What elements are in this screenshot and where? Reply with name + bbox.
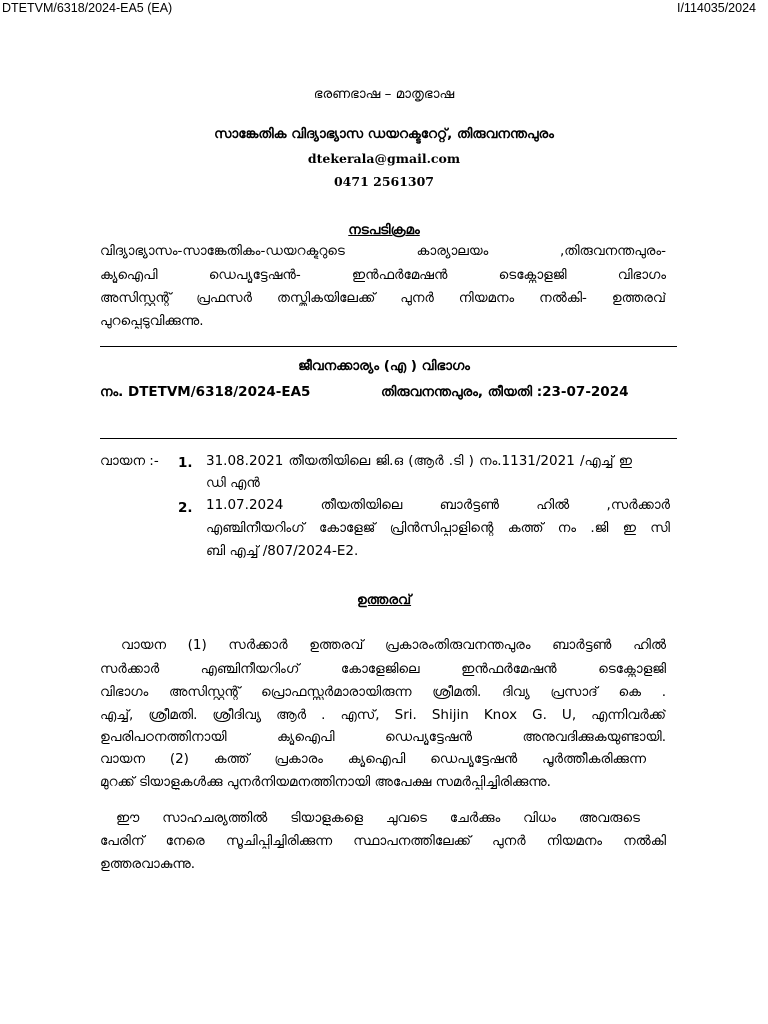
inward-number: I/114035/2024 bbox=[676, 1, 756, 15]
section-name: ജീവനക്കാര്യം (എ ) വിഭാഗം bbox=[298, 358, 470, 374]
references-label: വായന :- bbox=[100, 453, 159, 469]
motto: ഭരണഭാഷ – മാതൃഭാഷ bbox=[313, 86, 455, 102]
reference-number: 1. bbox=[178, 455, 193, 471]
office-phone: 0471 2561307 bbox=[333, 174, 435, 189]
order-paragraph-line: വായന (2) കത്ത് പ്രകാരം ക്യൂഐപി ഡെപ്യൂട്ടേഷൻ പൂർത്തീകരിക്കുന്ന bbox=[100, 751, 646, 767]
order-paragraph-line: വായന (1) സർക്കാർ ഉത്തരവ് പ്രകാരംതിരുവനന്തപുരം ബാർട്ടൺ ഹിൽ bbox=[121, 637, 666, 653]
reference-number: 2. bbox=[178, 500, 193, 516]
order-heading: ഉത്തരവ് bbox=[356, 592, 412, 608]
abstract-line: വിദ്യാഭ്യാസം-സാങ്കേതികം-ഡയറക്ടറുടെ കാര്യാലയം ,തിരുവനന്തപുരം- bbox=[100, 243, 666, 259]
order-paragraph-line: സർക്കാർ എഞ്ചിനീയറിംഗ് കോളേജിലെ ഇൻഫർമേഷൻ ടെക്നോളജി bbox=[100, 661, 666, 677]
order-paragraph-line: മുറക്ക് ടിയാളുകൾക്കു പുനർനിയമനത്തിനായി അപേക്ഷ സമർപ്പിച്ചിരിക്കുന്നു. bbox=[100, 774, 551, 790]
order-paragraph-line: എച്ച്, ശ്രീമതി. ശ്രീദിവ്യ ആർ . എസ്, Sri. Shijin Knox G. U, എന്നിവർക്ക് bbox=[100, 707, 666, 723]
order-paragraph-line: പേരിന് നേരെ സൂചിപ്പിച്ചിരിക്കുന്ന സ്ഥാപനത്തിലേക്ക് പുനർ നിയമനം നൽകി bbox=[100, 833, 666, 849]
place-date: തിരുവനന്തപുരം, തീയതി :23-07-2024 bbox=[381, 384, 629, 400]
reference-line: ഡി എൻ bbox=[206, 475, 260, 491]
reference-line: 31.08.2021 തീയതിയിലെ ജി.ഒ (ആർ .ടി ) നം.1131/2021 /എച്ച് ഇ bbox=[206, 453, 632, 469]
proceedings-heading: നടപടിക്രമം bbox=[348, 222, 420, 238]
reference-line: എഞ്ചിനീയറിംഗ് കോളേജ് പ്രിൻസിപ്പാളിന്റെ കത്ത് നം .ജി ഇ സി bbox=[206, 520, 670, 536]
order-paragraph-line: വിഭാഗം അസിസ്റ്റന്റ് പ്രൊഫസ്സർമാരായിരുന്ന ശ്രീമതി. ദിവ്യ പ്രസാദ് കെ . bbox=[100, 684, 666, 700]
reference-line: 11.07.2024 തീയതിയിലെ ബാർട്ടൺ ഹിൽ ,സർക്കാർ bbox=[206, 497, 670, 513]
abstract-line: അസിസ്റ്റന്റ് പ്രഫസർ തസ്തികയിലേക്ക് പുനർ നിയമനം നൽകി- ഉത്തരവ് bbox=[100, 290, 666, 306]
reference-line: ബി എച്ച് /807/2024-E2. bbox=[206, 543, 359, 559]
divider bbox=[100, 346, 677, 347]
file-number: DTETVM/6318/2024-EA5 (EA) bbox=[2, 1, 173, 15]
order-number: നം. DTETVM/6318/2024-EA5 bbox=[100, 384, 311, 400]
office-name: സാങ്കേതിക വിദ്യാഭ്യാസ ഡയറക്ടറേറ്റ്, തിരുവനന്തപുരം bbox=[214, 126, 554, 142]
abstract-line: ക്യൂഐപി ഡെപ്യൂട്ടേഷൻ- ഇൻഫർമേഷൻ ടെക്നോളജി വിഭാഗം bbox=[100, 267, 666, 283]
order-paragraph-line: ഈ സാഹചര്യത്തിൽ ടിയാളുകളെ ചുവടെ ചേർക്കും വിധം അവരുടെ bbox=[116, 810, 640, 826]
office-email: dtekerala@gmail.com bbox=[307, 151, 461, 166]
order-paragraph-line: ഉത്തരവാകുന്നു. bbox=[100, 856, 196, 872]
divider bbox=[100, 438, 677, 439]
abstract-line: പുറപ്പെടുവിക്കുന്നു. bbox=[100, 313, 204, 329]
order-paragraph-line: ഉപരിപഠനത്തിനായി ക്യൂഐപി ഡെപ്യൂട്ടേഷൻ അനുവദിക്കുകയുണ്ടായി. bbox=[100, 729, 666, 745]
